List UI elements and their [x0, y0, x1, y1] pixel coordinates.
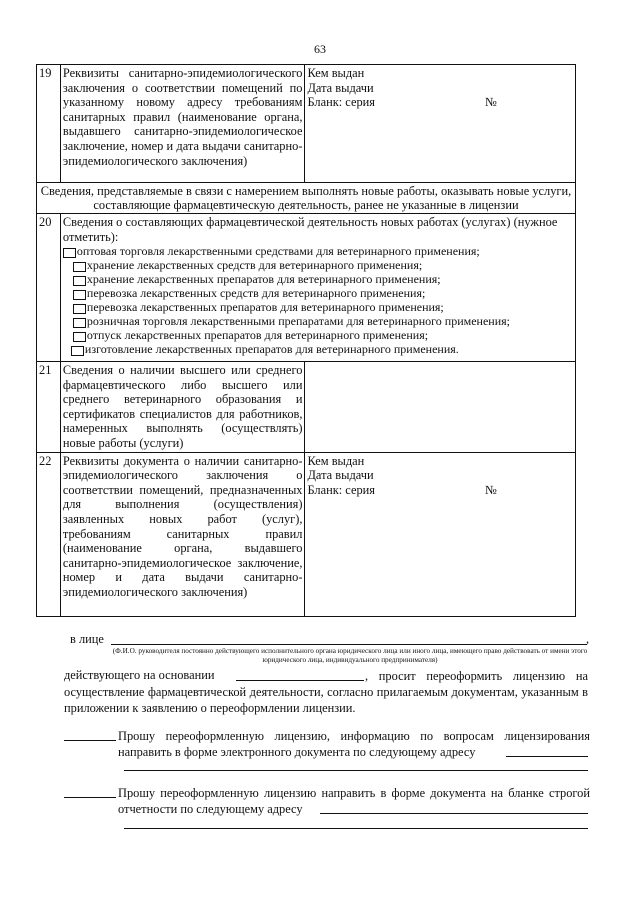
row-19-requisites[interactable] [305, 65, 576, 183]
checkbox[interactable] [73, 290, 86, 300]
number-sign-label: № [485, 482, 497, 497]
electronic-address-field[interactable] [506, 756, 588, 757]
paper-mark-field[interactable] [64, 797, 116, 798]
row-22-description: Реквизиты документа о наличии санитарно-эпидемиологического заключения о соответствии помещений, предназначенных для выполнения (осуществления) заявленных новых работ (услуг), требованиям санитарных правил (наименование органа, выдавшего санитарно-эпидемиологическое заключение, номер и дата выдачи санитарно-эпидемиологического заключения) [60, 452, 305, 616]
section-header: Сведения, представляемые в связи с намерением выполнять новые работы, оказывать новые услуги, составляющие фармацевтическую деятельность, ранее не указанные в лицензии [37, 183, 576, 214]
option-label: перевозка лекарственных средств для ветеринарного применения; [86, 286, 426, 301]
option-row[interactable] [63, 328, 573, 342]
acting-basis-label: действующего на основании [64, 668, 215, 682]
option-row[interactable] [63, 342, 573, 356]
row-21-answer-cell[interactable] [305, 362, 576, 453]
option-row[interactable] [63, 258, 573, 272]
comma: , [586, 632, 590, 646]
checkbox[interactable] [73, 318, 86, 328]
row-22-requisites[interactable] [305, 452, 576, 616]
row-number: 20 [37, 214, 61, 362]
license-form-table [36, 64, 576, 617]
in-person-label: в лице [70, 632, 104, 646]
option-label: хранение лекарственных препаратов для ветеринарного применения; [86, 272, 441, 287]
checkbox[interactable] [63, 248, 76, 258]
form-series-line [307, 483, 573, 498]
option-row[interactable] [63, 272, 573, 286]
option-row[interactable] [63, 244, 573, 258]
row-19-description: Реквизиты санитарно-эпидемиологического заключения о соответствии помещений по указанному новому адресу требованиям санитарных правил (наименование органа, выдавшего санитарно-эпидемиологическое заключение, номер и дата выдачи санитарно-эпидемиологического заключения) [60, 65, 305, 183]
paper-address-field[interactable] [320, 813, 588, 814]
acting-basis-text: , просит переоформить лицензию на осуществление фармацевтической деятельности, согласно прилагаемым документам, указанным в приложении к заявлению о переоформлении лицензии. [64, 669, 588, 715]
option-row[interactable] [63, 300, 573, 314]
form-series-label: Бланк: серия [307, 482, 375, 497]
row-number: 19 [37, 65, 61, 183]
checkbox[interactable] [73, 332, 86, 342]
checkbox[interactable] [73, 276, 86, 286]
option-row[interactable] [63, 314, 573, 328]
checkbox[interactable] [73, 262, 86, 272]
electronic-address-line-2[interactable] [124, 770, 588, 771]
page-number: 63 [314, 42, 326, 56]
issued-by-label: Кем выдан [307, 66, 365, 80]
section-header-row [37, 183, 576, 214]
option-label: отпуск лекарственных препаратов для ветеринарного применения; [86, 328, 429, 343]
option-label: перевозка лекарственных препаратов для ветеринарного применения; [86, 300, 444, 315]
row-21-description: Сведения о наличии высшего или среднего фармацевтического либо высшего или среднего ветеринарного образования и сертификатов специалистов для работников, намеренных выполнять (осуществлять) новые работы (услуги) [60, 362, 305, 453]
option-row[interactable] [63, 286, 573, 300]
paper-address-line-2[interactable] [124, 828, 588, 829]
row-22 [37, 452, 576, 616]
row-21 [37, 362, 576, 453]
row-number: 21 [37, 362, 61, 453]
issue-date-label: Дата выдачи [307, 468, 374, 483]
row-19 [37, 65, 576, 183]
fio-caption: (Ф.И.О. руководителя постоянно действующего исполнительного органа юридического лица или иного лица, имеющего право действовать от имени этого юридического лица, индивидуального предпринимателя) [112, 647, 588, 664]
row-number: 22 [37, 452, 61, 616]
form-series-line [307, 95, 573, 110]
checkbox[interactable] [71, 346, 84, 356]
form-series-label: Бланк: серия [307, 95, 375, 110]
option-label: розничная торговля лекарственными препаратами для ветеринарного применения; [86, 314, 510, 329]
request-electronic-text: Прошу переоформленную лицензию, информацию по вопросам лицензирования направить в форме электронного документа по следующему адресу [118, 729, 590, 759]
representative-name-field[interactable] [111, 644, 587, 645]
option-label: изготовление лекарственных препаратов для ветеринарного применения. [84, 342, 459, 357]
row-20-intro: Сведения о составляющих фармацевтической деятельность новых работах (услугах) (нужное отметить): [62, 215, 558, 244]
option-label: хранение лекарственных средств для ветеринарного применения; [86, 258, 423, 273]
row-20-content [60, 214, 575, 362]
request-paper-text: Прошу переоформленную лицензию направить в форме документа на бланке строгой отчетности по следующему адресу [118, 786, 590, 816]
electronic-mark-field[interactable] [64, 740, 116, 741]
option-label: оптовая торговля лекарственными средствами для ветеринарного применения; [76, 244, 480, 259]
number-sign-label: № [485, 95, 497, 110]
row-20 [37, 214, 576, 362]
issued-by-label: Кем выдан [307, 453, 365, 468]
issue-date-label: Дата выдачи [307, 80, 374, 95]
checkbox[interactable] [73, 304, 86, 314]
